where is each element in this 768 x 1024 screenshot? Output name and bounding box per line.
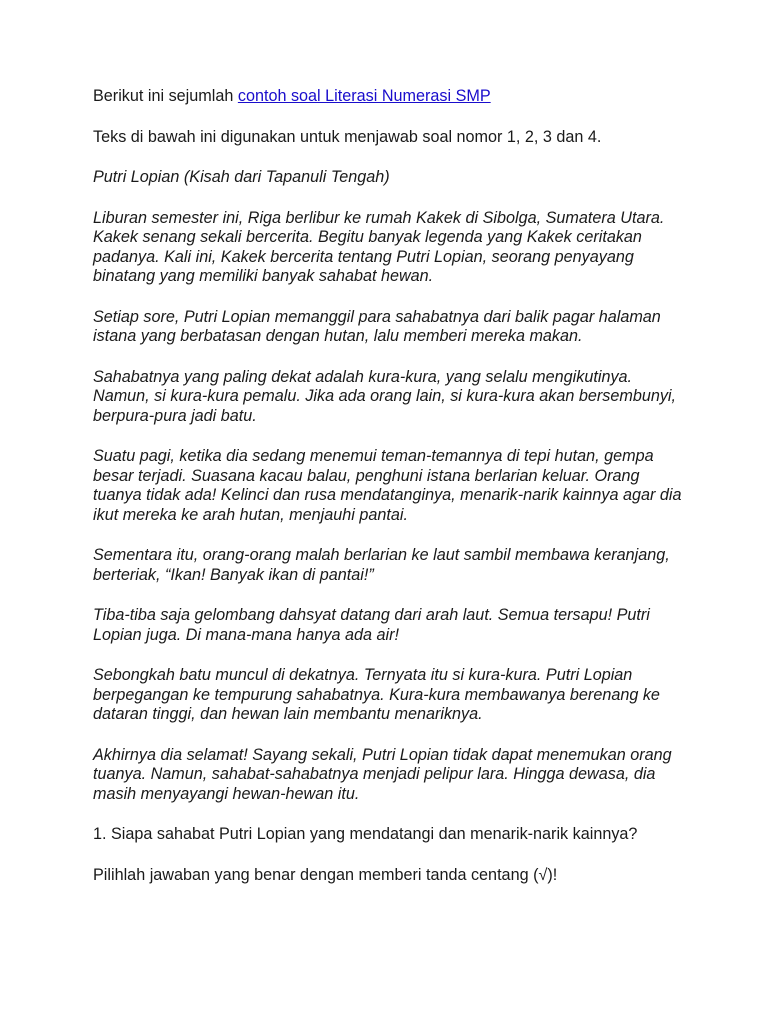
intro-link[interactable]: contoh soal Literasi Numerasi SMP <box>237 87 491 105</box>
story-paragraph: Liburan semester ini, Riga berlibur ke rumah Kakek di Sibolga, Sumatera Utara. Kakek senang sekali bercerita. Begitu banyak legenda yang Kakek ceritakan padanya. Kali ini, Kakek bercerita tentang Putri Lopian, seorang penyayang binatang yang memiliki banyak sahabat hewan. <box>93 208 665 285</box>
story-title: Putri Lopian (Kisah dari Tapanuli Tengah) <box>93 168 390 186</box>
story-paragraph: Sementara itu, orang-orang malah berlarian ke laut sambil membawa keranjang, berteriak, “Ikan! Banyak ikan di pantai!” <box>93 546 670 584</box>
story-paragraph: Suatu pagi, ketika dia sedang menemui teman-temannya di tepi hutan, gempa besar terjadi. Suasana kacau balau, penghuni istana berlarian keluar. Orang tuanya tidak ada! Kelinci dan rusa mendatanginya, menarik-narik kainnya agar dia ikut mereka ke arah hutan, menjauhi pantai. <box>93 447 682 524</box>
story-paragraph: Tiba-tiba saja gelombang dahsyat datang dari arah laut. Semua tersapu! Putri Lopian juga. Di mana-mana hanya ada air! <box>93 606 650 644</box>
story-paragraph: Akhirnya dia selamat! Sayang sekali, Putri Lopian tidak dapat menemukan orang tuanya. Namun, sahabat-sahabatnya menjadi pelipur lara. Hingga dewasa, dia masih menyayangi hewan-hewan itu. <box>93 745 672 803</box>
story-paragraph: Sebongkah batu muncul di dekatnya. Ternyata itu si kura-kura. Putri Lopian berpegangan ke tempurung sahabatnya. Kura-kura membawanya berenang ke dataran tinggi, dan hewan lain membantu menariknya. <box>93 666 660 723</box>
instruction-text: Teks di bawah ini digunakan untuk menjawab soal nomor 1, 2, 3 dan 4. <box>93 127 602 146</box>
question-instruction: Pilihlah jawaban yang benar dengan memberi tanda centang (√)! <box>93 865 558 884</box>
intro-line <box>93 87 683 107</box>
question-text: 1. Siapa sahabat Putri Lopian yang mendatangi dan menarik-narik kainnya? <box>93 825 638 843</box>
story-paragraph: Setiap sore, Putri Lopian memanggil para sahabatnya dari balik pagar halaman istana yang berbatasan dengan hutan, lalu memberi mereka makan. <box>93 307 661 345</box>
story-paragraph: Sahabatnya yang paling dekat adalah kura-kura, yang selalu mengikutinya. Namun, si kura-kura pemalu. Jika ada orang lain, si kura-kura akan bersembunyi, berpura-pura jadi batu. <box>93 367 677 425</box>
document-page <box>93 87 683 906</box>
intro-text: Berikut ini sejumlah <box>93 87 238 105</box>
